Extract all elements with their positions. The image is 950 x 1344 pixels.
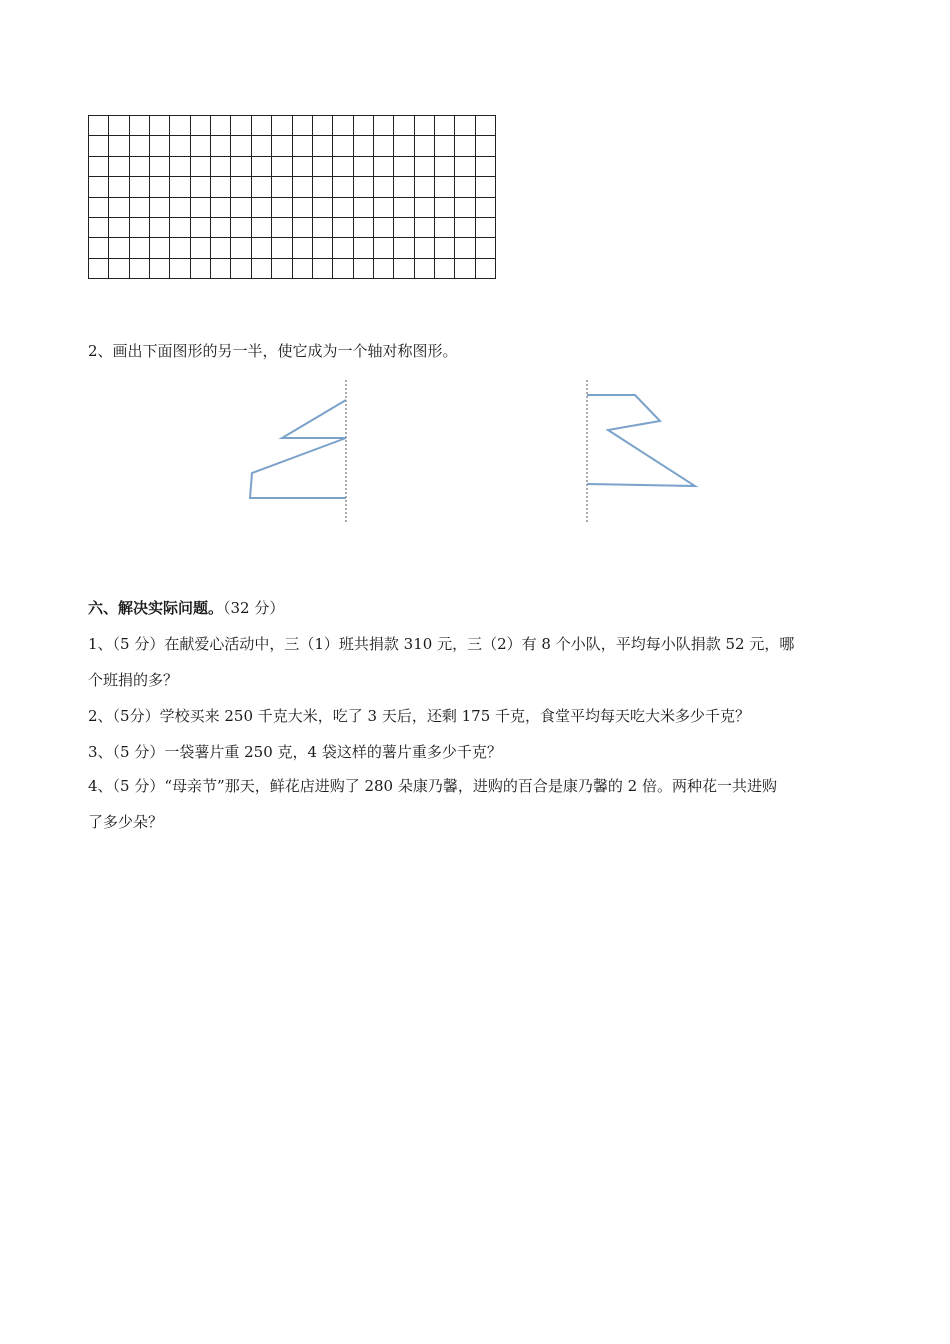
problem-1-line2: 个班捐的多？ (88, 671, 179, 689)
problem-4-line2: 了多少朵？ (88, 813, 164, 831)
drawing-grid[interactable] (88, 115, 496, 279)
symmetry-figure-right[interactable] (575, 378, 705, 524)
section6-heading: 六、解决实际问题。 (88, 599, 224, 617)
problem-4-line1: 4、（5 分）“母亲节”那天，鲜花店进购了 280 朵康乃馨，进购的百合是康乃馨的 2 倍。两种花一共进购 (88, 777, 777, 795)
half-shape-outline (250, 400, 346, 498)
problem-3: 3、（5 分）一袋薯片重 250 克，4 袋这样的薯片重多少千克？ (88, 743, 502, 761)
problem-2: 2、（5分）学校买来 250 千克大米，吃了 3 天后，还剩 175 千克，食堂平均每天吃大米多少千克？ (88, 707, 751, 725)
problem-1-line1: 1、（5 分）在献爱心活动中，三（1）班共捐款 310 元，三（2）有 8 个小队，平均每小队捐款 52 元，哪 (88, 635, 795, 653)
task2-instruction: 2、画出下面图形的另一半，使它成为一个轴对称图形。 (88, 342, 458, 360)
half-shape-outline (587, 395, 695, 486)
section6-points: （32 分） (223, 599, 285, 617)
symmetry-figure-left[interactable] (240, 378, 360, 524)
section6-heading-line (88, 598, 284, 618)
